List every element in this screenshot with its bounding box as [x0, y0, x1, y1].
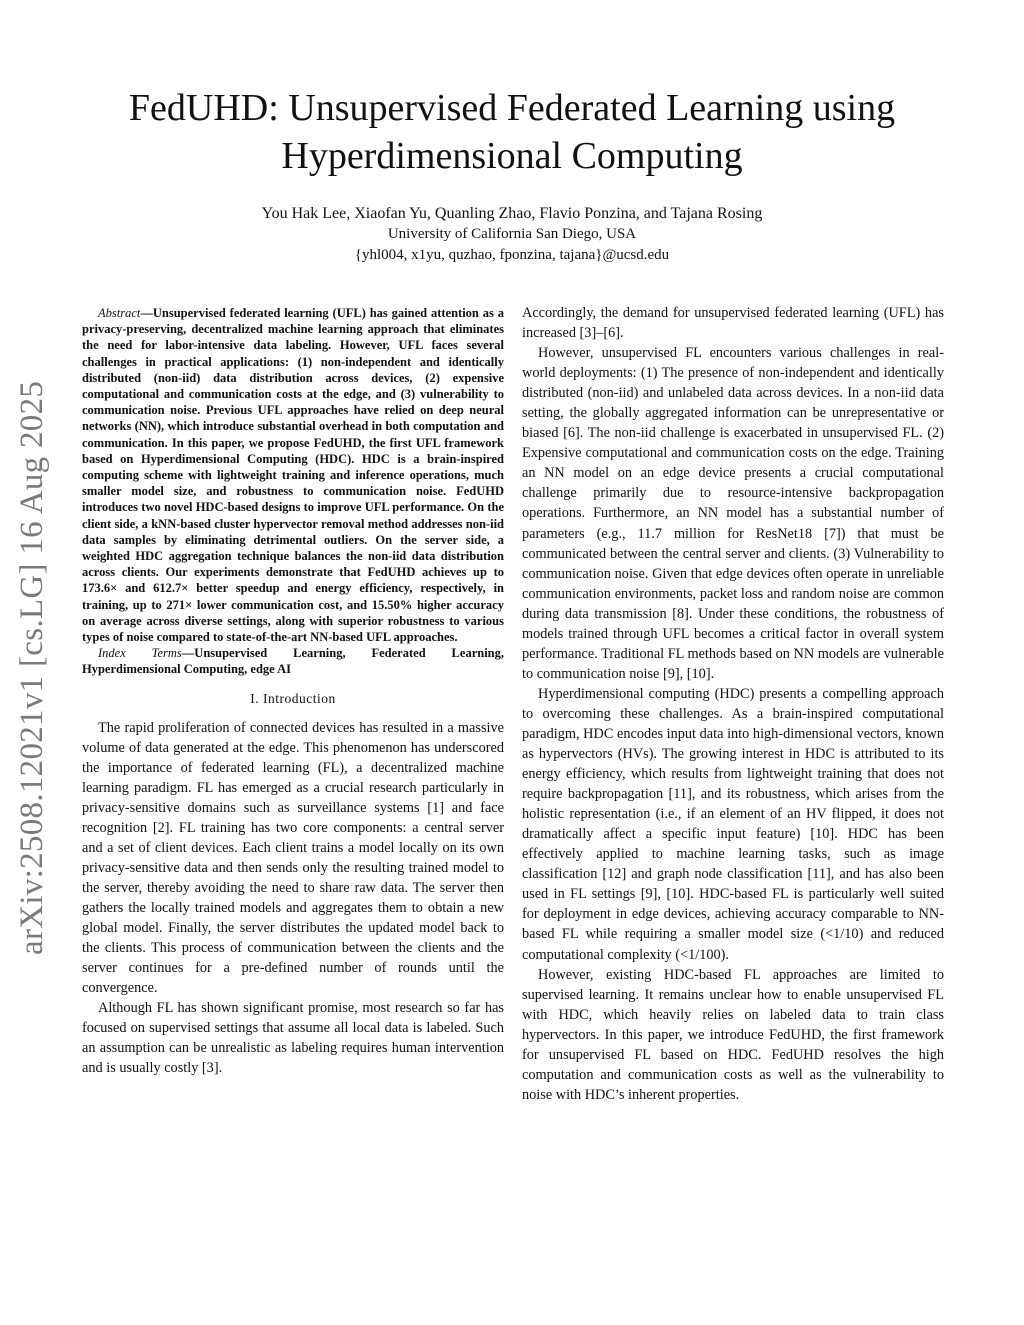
- right-column: [522, 303, 944, 1105]
- intro-paragraph: However, existing HDC-based FL approaches are limited to supervised learning. It remains unclear how to enable unsupervised FL with HDC, which heavily relies on labeled data to train class hypervectors. In this paper, we introduce FedUHD, the first framework for unsupervised FL based on HDC. FedUHD resolves the high computation and communication costs as well as the vulnerability to noise with HDC’s inherent properties.: [522, 966, 944, 1103]
- intro-paragraph: Accordingly, the demand for unsupervised federated learning (UFL) has increased [3]–[6].: [522, 305, 944, 342]
- section-heading-introduction: I. Introduction: [250, 690, 336, 706]
- abstract-label: Abstract: [98, 306, 141, 320]
- index-terms-label: Index Terms: [98, 646, 182, 661]
- author-emails: {yhl004, x1yu, quzhao, fponzina, tajana}@ucsd.edu: [354, 247, 670, 263]
- intro-paragraph: Hyperdimensional computing (HDC) presents a compelling approach to overcoming these challenges. As a brain-inspired computational paradigm, HDC encodes input data into high-dimensional vectors, known as hypervectors (HVs). The growing interest in HDC is attributed to its energy efficiency, which results from lightweight training that does not require backpropagation [11], and its robustness, which arises from the holistic representation (i.e., if an element of an HV flipped, it does not dramatically affect a specific input feature) [10]. HDC has been effectively applied to machine learning tasks, such as image classification [12] and graph node classification [11], and has also been used in FL settings [9], [10]. HDC-based FL is particularly well suited for deployment in edge devices, achieving accuracy comparable to NN-based FL while requiring a smaller model size (<1/10) and reduced computational complexity (<1/100).: [522, 685, 944, 963]
- intro-paragraph: However, unsupervised FL encounters various challenges in real-world deployments: (1) The presence of non-independent and identically distributed (non-iid) and unlabeled data across devices. In a non-iid data setting, the globally aggregated information can be unrepresentative or biased [6]. The non-iid challenge is exacerbated in unsupervised FL. (2) Expensive computational and communication costs on the edge. Training an NN model on an edge device presents a crucial computational challenge primarily due to resource-intensive backpropagation operations. Furthermore, an NN model has a substantial number of parameters (e.g., 11.7 million for ResNet18 [7]) that must be communicated between the central server and clients. (3) Vulnerability to communication noise. Given that edge devices often operate in unreliable communication environments, packet loss and random noise are common during data transmission [8]. Under these conditions, the robustness of models trained through UFL becomes a critical factor in overall system performance. Traditional FL methods based on NN models are vulnerable to communication noise [9], [10].: [522, 345, 944, 682]
- intro-paragraph: Although FL has shown significant promise, most research so far has focused on supervised settings that assume all local data is labeled. Such an assumption can be unrealistic as labeling requires human intervention and is usually costly [3].: [82, 1000, 504, 1077]
- index-terms: [82, 645, 504, 677]
- index-terms-text: —Unsupervised Learning, Federated Learning, Hyperdimensional Computing, edge AI: [82, 646, 504, 677]
- paper-title: FedUHD: Unsupervised Federated Learning using Hyperdimensional Computing: [128, 87, 896, 177]
- intro-paragraph: The rapid proliferation of connected devices has resulted in a massive volume of data generated at the edge. This phenomenon has underscored the importance of federated learning (FL), a decentralized machine learning paradigm. FL has emerged as a crucial research particularly in privacy-sensitive domains such as surveillance systems [1] and face recognition [2]. FL training has two core components: a central server and a set of client devices. Each client trains a model locally on its own privacy-sensitive data and then sends only the resulting trained model to the server, thereby avoiding the need to share raw data. The server then gathers the locally trained models and aggregates them to obtain a new global model. Finally, the server distributes the updated model back to the clients. This process of communication between the clients and the server continues for a pre-defined number of rounds until the convergence.: [82, 719, 504, 997]
- arxiv-identifier: arXiv:2508.12021v1 [cs.LG] 16 Aug 2025: [14, 380, 50, 955]
- left-column: [82, 305, 504, 1079]
- abstract: [82, 305, 504, 645]
- abstract-text: —Unsupervised federated learning (UFL) has gained attention as a privacy-preserving, decentralized machine learning approach that eliminates the need for labor-intensive data labeling. However, UFL faces several challenges in practical applications: (1) non-independent and identically distributed (non-iid) data distribution across devices, (2) expensive computational and communication costs at the edge, and (3) vulnerability to communication noise. Previous UFL approaches have relied on deep neural networks (NN), which introduce substantial overhead in both computation and communication. In this paper, we propose FedUHD, the first UFL framework based on Hyperdimensional Computing (HDC). HDC is a brain-inspired computing scheme with lightweight training and inference operations, much smaller model size, and robustness to communication noise. FedUHD introduces two novel HDC-based designs to improve UFL performance. On the client side, a kNN-based cluster hypervector removal method addresses non-iid data samples by eliminating detrimental outliers. On the server side, a weighted HDC aggregation technique balances the non-iid data distribution across clients. Our experiments demonstrate that FedUHD achieves up to 173.6× and 612.7× better speedup and energy efficiency, respectively, in training, up to 271× lower communication cost, and 15.50% higher accuracy on average across diverse settings, along with superior robustness to various types of noise compared to state-of-the-art NN-based UFL approaches.: [82, 306, 504, 645]
- affiliation: University of California San Diego, USA: [387, 226, 637, 242]
- author-list: You Hak Lee, Xiaofan Yu, Quanling Zhao, Flavio Ponzina, and Tajana Rosing: [261, 205, 763, 222]
